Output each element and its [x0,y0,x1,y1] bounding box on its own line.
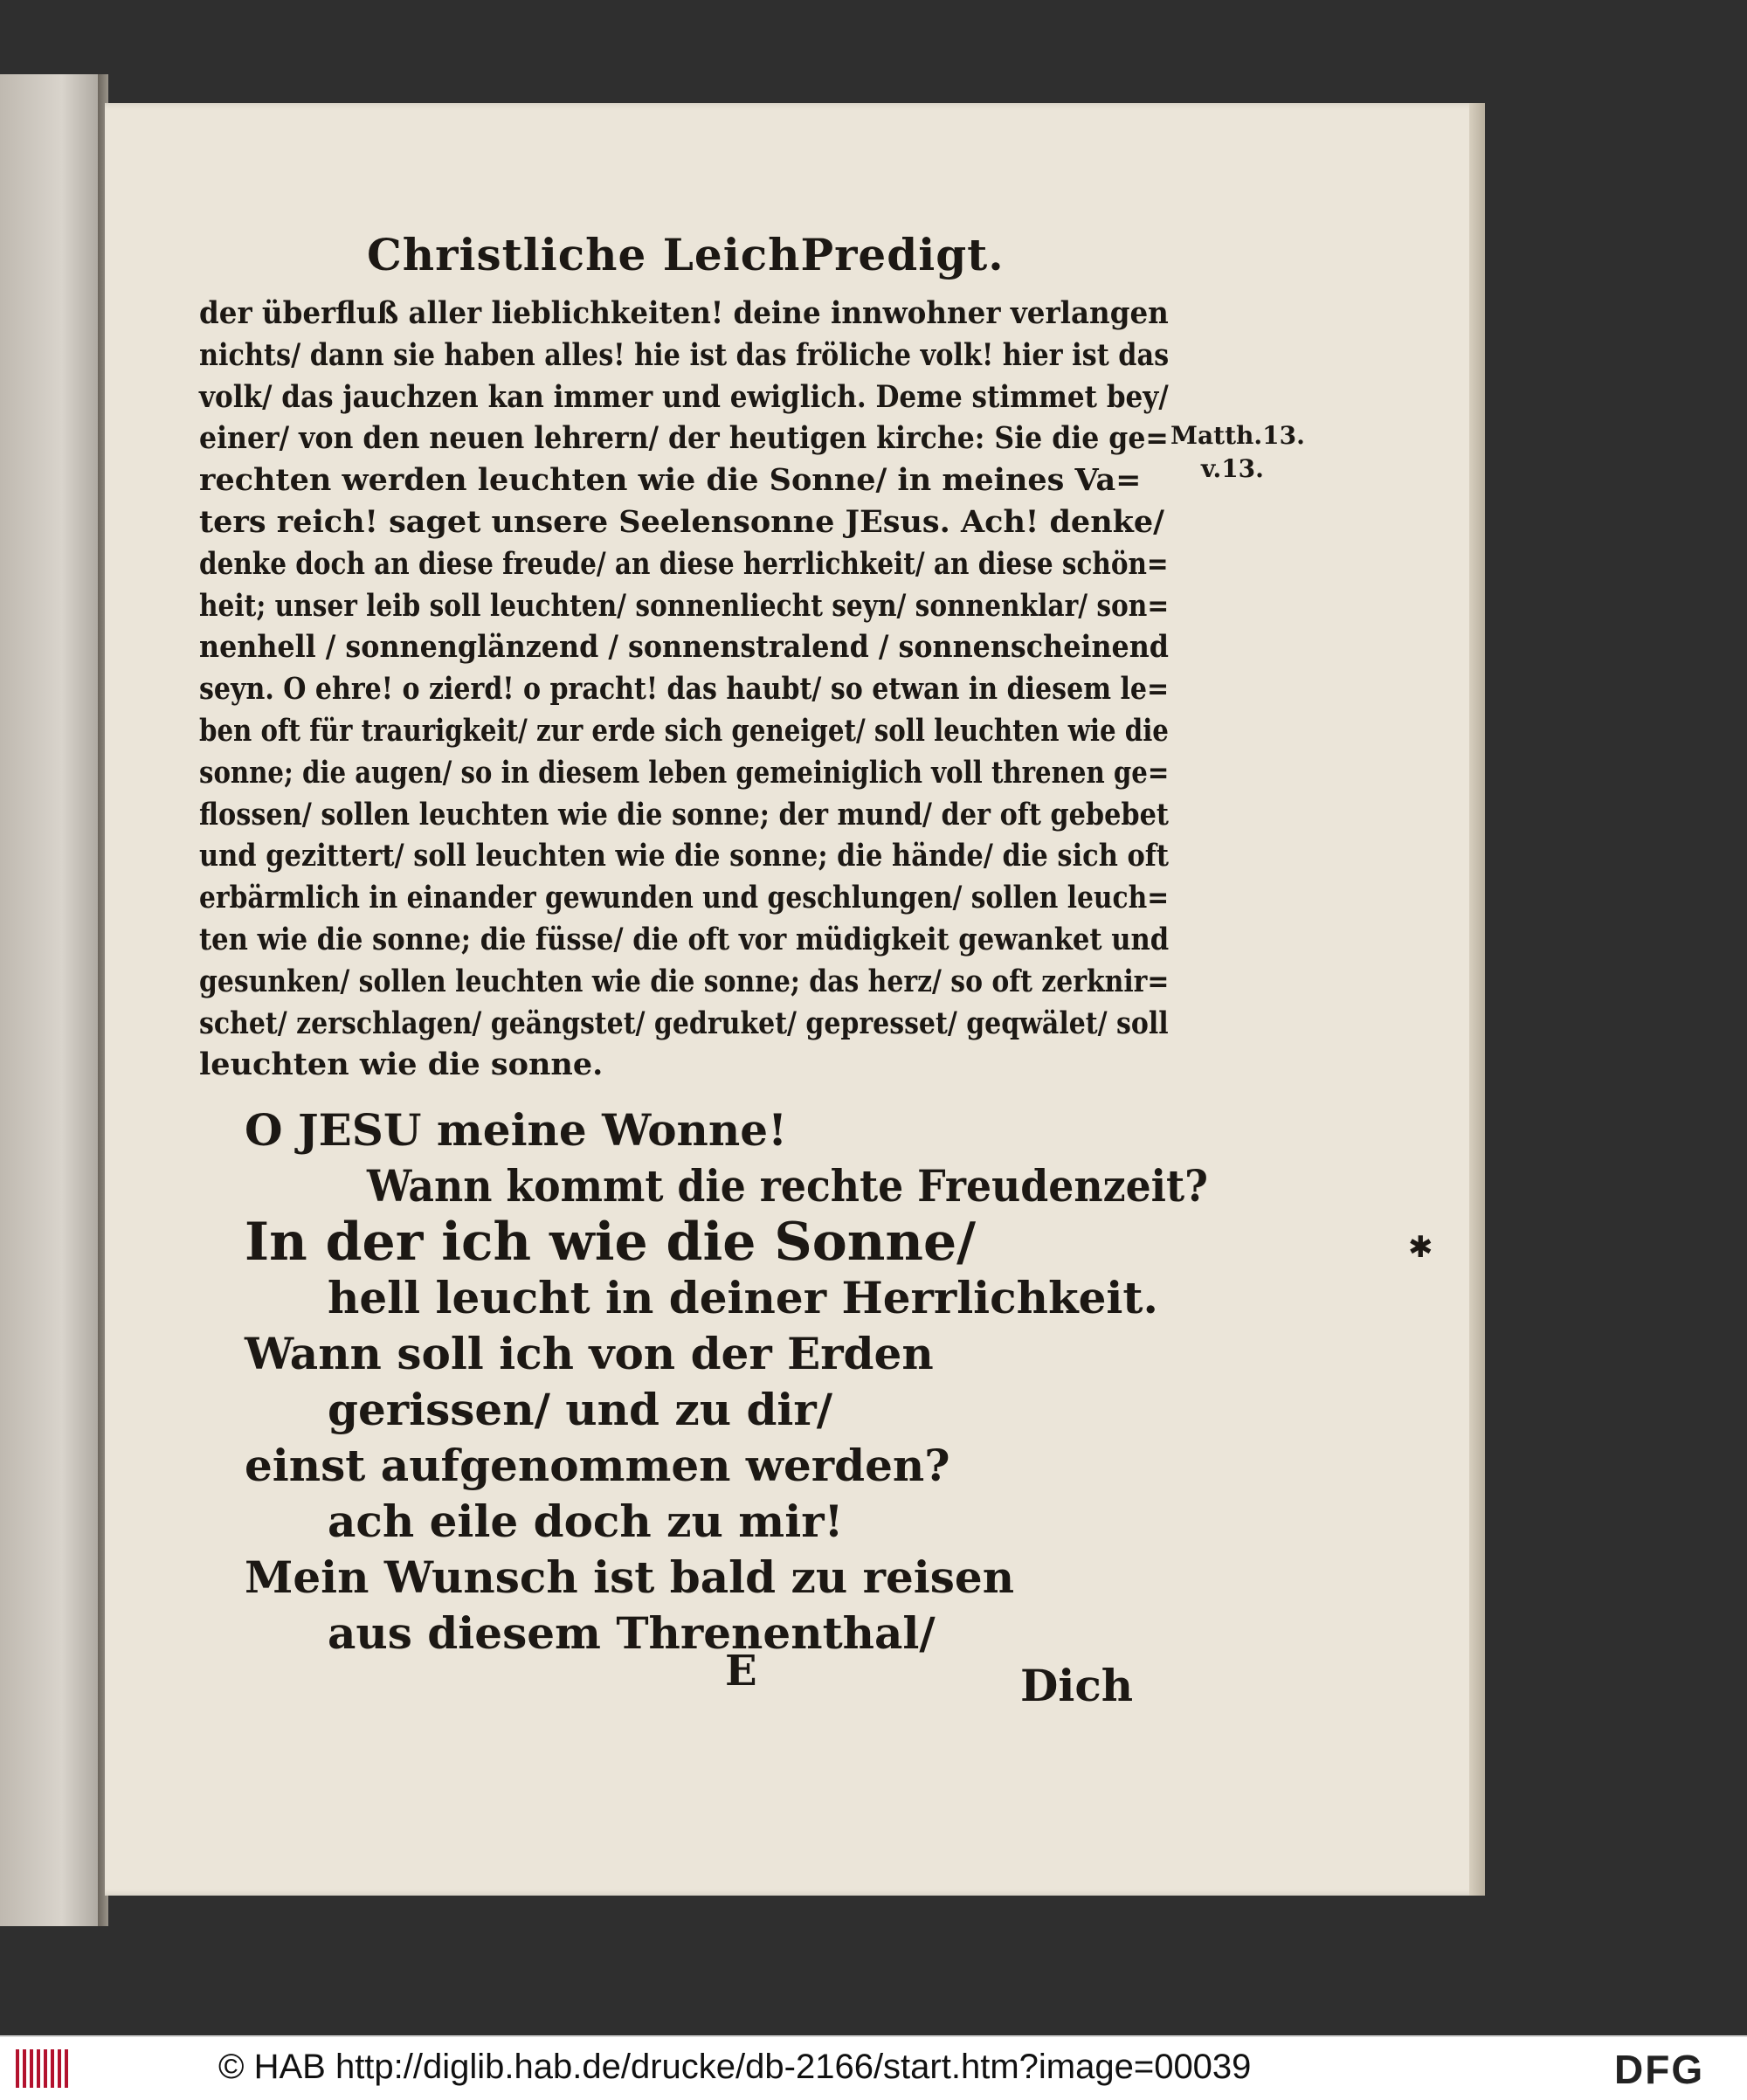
marginal-book: Matth.13. [1170,421,1305,450]
text-line: erbärmlich in einander gewunden und geschlungen/ sollen leuch= [199,880,1170,916]
text-line: gesunken/ sollen leuchten wie die sonne; das herz/ so oft zerknir= [199,963,1170,999]
text-line: heit; unser leib soll leuchten/ sonnenliecht seyn/ sonnenklar/ son= [199,587,1170,624]
catchword: Dich [1020,1660,1134,1711]
adjacent-page-bleed [5,214,93,1786]
marginal-verse: v.13. [1201,454,1264,483]
text-line: einer/ von den neuen lehrern/ der heutigen kirche: Sie die ge= [199,420,1169,457]
verse-line: ach eile doch zu mir! [328,1496,844,1547]
verse-line: Wann soll ich von der Erden [245,1328,934,1379]
text-line: leuchten wie die sonne. [199,1047,604,1083]
verse-line: aus diesem Threnenthal/ [328,1607,936,1659]
ink-blot-icon: ✱ [1408,1230,1433,1265]
copyright-link[interactable]: © HAB http://diglib.hab.de/drucke/db-2166/start.htm?image=00039 [218,2048,1252,2086]
body-text [199,293,1169,1086]
verse-line: einst aufgenommen werden? [245,1440,950,1491]
text-line: rechten werden leuchten wie die Sonne/ in meines Va= [199,462,1142,499]
text-line: sonne; die augen/ so in diesem leben gemeiniglich voll threnen ge= [199,754,1170,791]
verse-line: gerissen/ und zu dir/ [328,1384,833,1435]
verse-line: In der ich wie die Sonne/ [245,1212,977,1273]
text-line: ten wie die sonne; die füsse/ die oft vor müdigkeit gewanket und [199,921,1170,957]
text-line: seyn. O ehre! o zierd! o pracht! das haubt/ so etwan in diesem le= [199,671,1170,708]
page-edge [1469,103,1485,1896]
running-head: Christliche LeichPredigt. [367,229,1005,280]
text-line: nichts/ dann sie haben alles! hie ist das fröliche volk! hier ist das [199,336,1170,373]
text-line: denke doch an diese freude/ an diese herrlichkeit/ an diese schön= [199,545,1169,582]
text-line: nenhell / sonnenglänzend / sonnenstralend / sonnenscheinend [199,629,1169,666]
text-line: der überfluß aller lieblichkeiten! deine innwohner verlangen [199,295,1169,331]
signature-mark: E [725,1647,757,1696]
text-line: ters reich! saget unsere Seelensonne JEsus. Ach! denke/ [199,503,1164,540]
adjacent-page [0,74,103,1926]
text-line: ben oft für traurigkeit/ zur erde sich geneiget/ soll leuchten wie die [199,712,1169,749]
verse-line: Mein Wunsch ist bald zu reisen [245,1551,1015,1603]
marginal-reference [1170,419,1310,486]
viewer-footer [0,2035,1747,2100]
hymn-verse [245,1102,1208,1661]
verse-line: O JESU meine Wonne! [245,1104,788,1156]
dfg-logo: DFG [1614,2047,1705,2092]
text-line: schet/ zerschlagen/ geängstet/ gedruket/ gepresset/ geqwälet/ soll [199,1005,1169,1041]
text-line: flossen/ sollen leuchten wie die sonne; der mund/ der oft gebebet [199,796,1169,832]
verse-line: hell leucht in deiner Herrlichkeit. [328,1272,1158,1323]
text-line: und gezittert/ soll leuchten wie die sonne; die hände/ die sich oft [199,838,1169,874]
barcode-icon [16,2049,72,2088]
verse-line: Wann kommt die rechte Freudenzeit? [366,1160,1208,1212]
text-line: volk/ das jauchzen kan immer und ewiglich. Deme stimmet bey/ [199,378,1169,415]
